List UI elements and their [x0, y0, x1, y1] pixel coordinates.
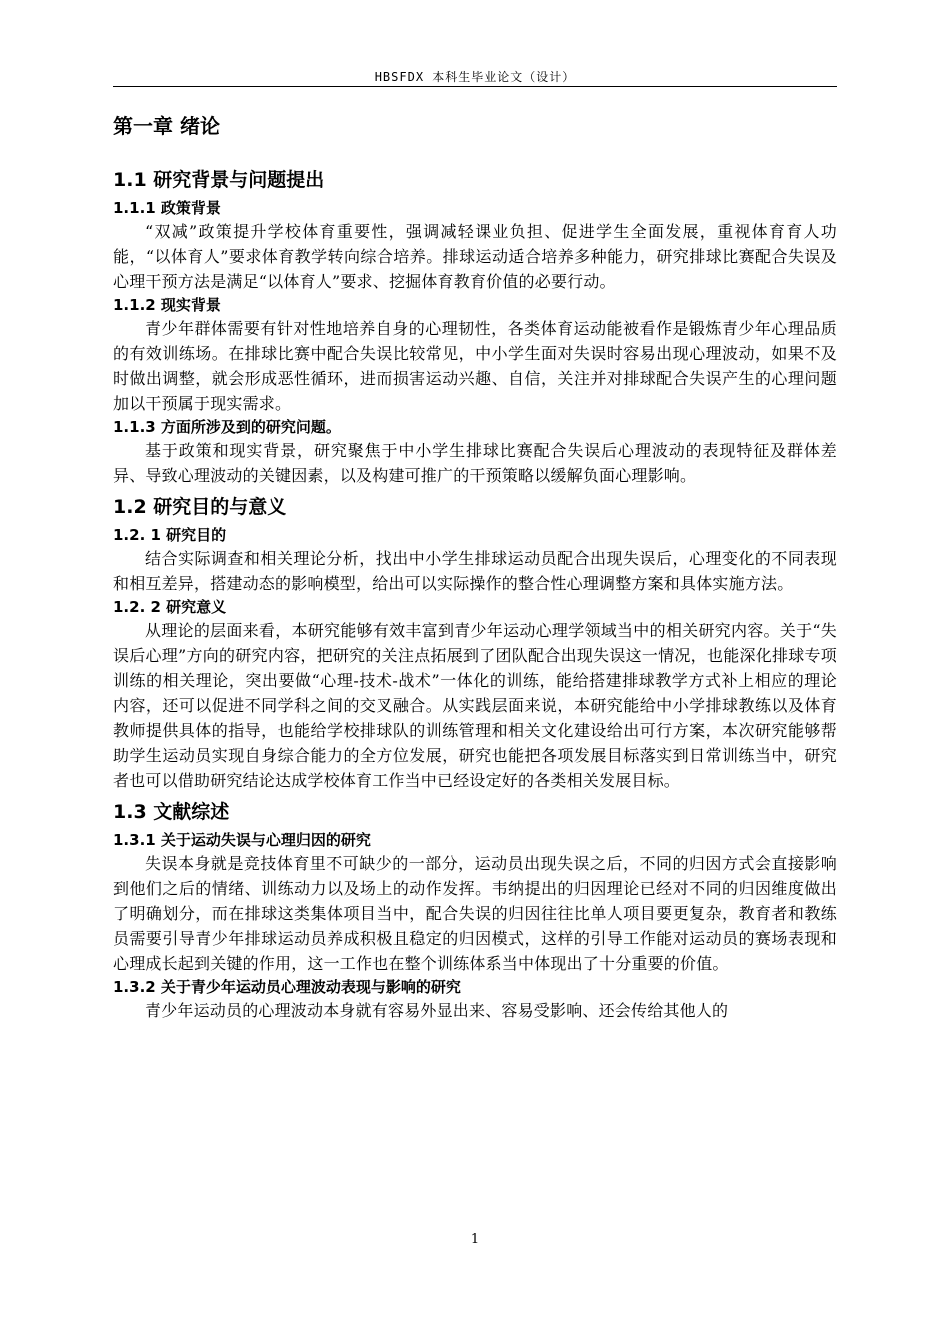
paragraph-1-2-2: 从理论的层面来看，本研究能够有效丰富到青少年运动心理学领域当中的相关研究内容。关于“失误后心理”方向的研究内容，把研究的关注点拓展到了团队配合出现失误这一情况，也能深化排球专项训练的相关理论，突出要做“心理-技术-战术”一体化的训练，能给搭建排球教学方式补上相应的理论内容，还可以促进不同学科之间的交叉融合。从实践层面来说，本研究能给中小学排球教练以及体育教师提供具体的指导，也能给学校排球队的训练管理和相关文化建设给出可行方案，本次研究能够帮助学生运动员实现自身综合能力的全方位发展，研究也能把各项发展目标落实到日常训练当中，研究者也可以借助研究结论达成学校体育工作当中已经设定好的各类相关发展目标。 [113, 621, 837, 790]
section-heading-1-2: 1.2 研究目的与意义 [113, 496, 287, 518]
paragraph-1-3-1: 失误本身就是竞技体育里不可缺少的一部分，运动员出现失误之后，不同的归因方式会直接影响到他们之后的情绪、训练动力以及场上的动作发挥。韦纳提出的归因理论已经对不同的归因维度做出了明确划分，而在排球这类集体项目当中，配合失误的归因往往比单人项目要更复杂，教育者和教练员需要引导青少年排球运动员养成积极且稳定的归因模式，这样的引导工作能对运动员的赛场表现和心理成长起到关键的作用，这一工作也在整个训练体系当中体现出了十分重要的价值。 [113, 854, 837, 973]
chapter-title: 第一章 绪论 [113, 114, 220, 138]
subsection-heading-1-3-1: 1.3.1 关于运动失误与心理归因的研究 [113, 831, 371, 849]
paragraph-1-1-1: “双减”政策提升学校体育重要性，强调减轻课业负担、促进学生全面发展，重视体育育人功能，“以体育人”要求体育教学转向综合培养。排球运动适合培养多种能力，研究排球比赛配合失误及心理干预方法是满足“以体育人”要求、挖掘体育教育价值的必要行动。 [113, 222, 837, 291]
section-heading-1-3: 1.3 文献综述 [113, 801, 230, 823]
paragraph-1-1-2: 青少年群体需要有针对性地培养自身的心理韧性，各类体育运动能被看作是锻炼青少年心理品质的有效训练场。在排球比赛中配合失误比较常见，中小学生面对失误时容易出现心理波动，如果不及时做出调整，就会形成恶性循环，进而损害运动兴趣、自信，关注并对排球配合失误产生的心理问题加以干预属于现实需求。 [113, 319, 837, 413]
running-header: HBSFDX 本科生毕业论文（设计） [374, 70, 576, 84]
subsection-heading-1-3-2: 1.3.2 关于青少年运动员心理波动表现与影响的研究 [113, 978, 461, 996]
page-number: 1 [470, 1232, 480, 1247]
subsection-heading-1-2-1: 1.2. 1 研究目的 [113, 526, 227, 544]
header-rule [113, 86, 837, 87]
paragraph-1-1-3: 基于政策和现实背景，研究聚焦于中小学生排球比赛配合失误后心理波动的表现特征及群体差异、导致心理波动的关键因素，以及构建可推广的干预策略以缓解负面心理影响。 [113, 441, 837, 485]
section-heading-1-1: 1.1 研究背景与问题提出 [113, 169, 325, 191]
subsection-heading-1-1-2: 1.1.2 现实背景 [113, 296, 221, 314]
document-page [113, 0, 837, 1344]
page-content [113, 112, 837, 1023]
paragraph-1-3-2: 青少年运动员的心理波动本身就有容易外显出来、容易受影响、还会传给其他人的 [145, 1001, 729, 1020]
paragraph-1-2-1: 结合实际调查和相关理论分析，找出中小学生排球运动员配合出现失误后，心理变化的不同表现和相互差异，搭建动态的影响模型，给出可以实际操作的整合性心理调整方案和具体实施方法。 [113, 549, 837, 593]
subsection-heading-1-1-3: 1.1.3 方面所涉及到的研究问题。 [113, 418, 341, 436]
subsection-heading-1-2-2: 1.2. 2 研究意义 [113, 598, 227, 616]
subsection-heading-1-1-1: 1.1.1 政策背景 [113, 199, 221, 217]
